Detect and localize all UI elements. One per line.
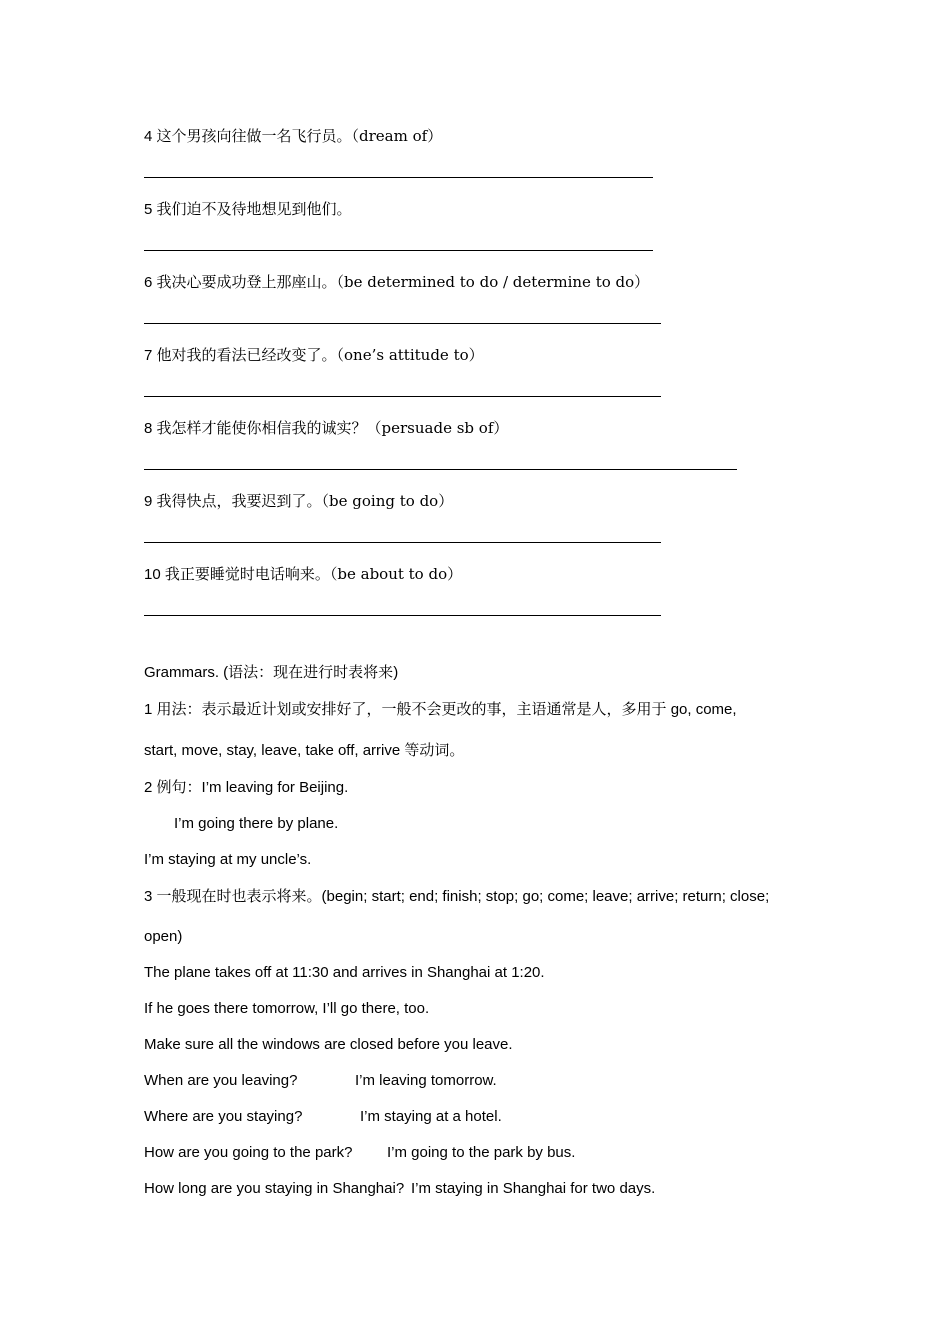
exercise-4-prompt: [144, 126, 442, 147]
exercise-chinese: 这个男孩向往做一名飞行员。: [156, 127, 352, 145]
exercise-hint: （dream of）: [351, 127, 443, 145]
example-sentence: I’m leaving for Beijing.: [201, 779, 349, 796]
answer-blank-8[interactable]: [144, 469, 737, 470]
qa-question: When are you leaving?: [144, 1072, 298, 1089]
usage-cn: 用法：表示最近计划或安排好了，一般不会更改的事，主语通常是人，多用于: [156, 700, 667, 718]
usage-en: go, come,: [666, 701, 737, 718]
answer-blank-9[interactable]: [144, 542, 661, 543]
answer-blank-7[interactable]: [144, 396, 661, 397]
sentence-make-sure: Make sure all the windows are closed before you leave.: [144, 1036, 513, 1053]
grammar-usage-line2: [144, 740, 464, 761]
example-sentence-2: I’m going there by plane.: [174, 815, 339, 832]
exercise-number: 5: [144, 201, 153, 218]
exercise-hint: （be about to do）: [329, 565, 463, 583]
qa-answer: I’m going to the park by bus.: [387, 1144, 576, 1161]
exercise-number: 8: [144, 420, 153, 437]
exercise-chinese: 他对我的看法已经改变了。: [156, 346, 337, 364]
exercise-chinese: 我正要睡觉时电话响来。: [164, 565, 330, 583]
exercise-8-prompt: [144, 418, 508, 439]
present-simple-cn: 一般现在时也表示将来。: [156, 887, 322, 905]
grammar-heading-end: ): [393, 664, 399, 681]
example-sentence-3: I’m staying at my uncle’s.: [144, 851, 312, 868]
exercise-9-prompt: [144, 491, 453, 512]
exercise-6-prompt: [144, 272, 649, 293]
usage-verbs: start, move, stay, leave, take off, arrive: [144, 742, 405, 759]
answer-blank-6[interactable]: [144, 323, 661, 324]
grammar-usage-line1: [144, 699, 737, 720]
qa-row: [144, 1071, 297, 1091]
usage-verbs-suffix: 等动词。: [404, 741, 465, 759]
grammar-heading-cn: 语法：现在进行时表将来: [228, 663, 394, 681]
qa-answer: I’m staying in Shanghai for two days.: [411, 1180, 656, 1197]
example-number: 2: [144, 779, 157, 796]
grammar-example-line: [144, 777, 348, 798]
exercise-chinese: 我得快点，我要迟到了。: [156, 492, 322, 510]
qa-answer: I’m staying at a hotel.: [360, 1108, 502, 1125]
exercise-hint: （one’s attitude to）: [336, 346, 484, 364]
exercise-chinese: 我怎样才能使你相信我的诚实？: [156, 419, 367, 437]
exercise-5-prompt: [144, 199, 352, 220]
sentence-if: If he goes there tomorrow, I’ll go there, too.: [144, 1000, 430, 1017]
exercise-10-prompt: [144, 564, 462, 585]
exercise-hint: （persuade sb of）: [366, 419, 509, 437]
qa-row: [144, 1107, 302, 1127]
qa-question: Where are you staying?: [144, 1108, 303, 1125]
answer-blank-5[interactable]: [144, 250, 653, 251]
exercise-number: 7: [144, 347, 153, 364]
exercise-7-prompt: [144, 345, 484, 366]
exercise-number: 4: [144, 128, 153, 145]
qa-answer: I’m leaving tomorrow.: [355, 1072, 497, 1089]
example-label: 例句：: [156, 778, 202, 796]
exercise-number: 10: [144, 566, 161, 583]
exercise-hint: （be determined to do / determine to do）: [336, 273, 650, 291]
grammar-heading: [144, 662, 398, 683]
exercise-hint: （be going to do）: [321, 492, 454, 510]
answer-blank-10[interactable]: [144, 615, 661, 616]
exercise-number: 9: [144, 493, 153, 510]
usage-number: 1: [144, 701, 157, 718]
qa-row: [144, 1143, 352, 1163]
grammar-heading-en: Grammars. (: [144, 664, 229, 681]
qa-question: How long are you staying in Shanghai?: [144, 1180, 405, 1197]
sentence-plane: The plane takes off at 11:30 and arrives in Shanghai at 1:20.: [144, 964, 545, 981]
qa-question: How are you going to the park?: [144, 1144, 353, 1161]
answer-blank-4[interactable]: [144, 177, 653, 178]
qa-row: [144, 1179, 404, 1199]
exercise-chinese: 我决心要成功登上那座山。: [156, 273, 337, 291]
exercise-chinese: 我们迫不及待地想见到他们。: [156, 200, 352, 218]
exercise-number: 6: [144, 274, 153, 291]
present-simple-verbs: (begin; start; end; finish; stop; go; come; leave; arrive; return; close;: [321, 888, 770, 905]
grammar-present-simple-line1: [144, 886, 769, 907]
grammar-present-simple-line2: open): [144, 928, 183, 945]
present-simple-number: 3: [144, 888, 157, 905]
